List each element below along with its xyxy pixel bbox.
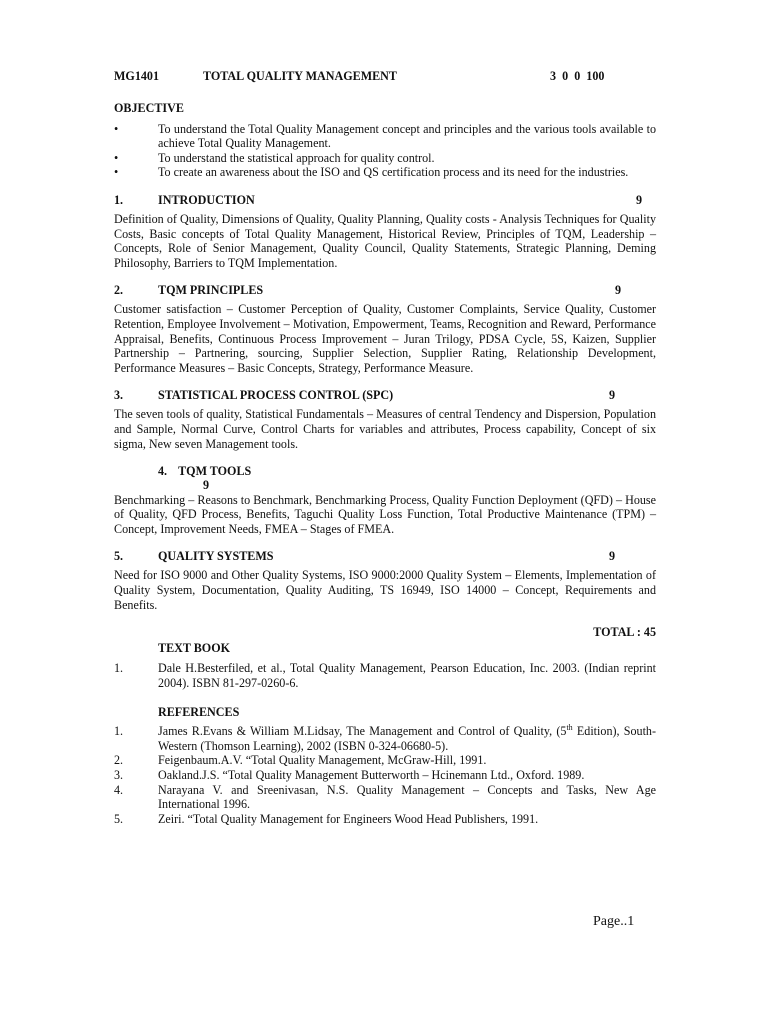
unit-heading-1	[114, 193, 656, 209]
unit-hours: 9	[203, 477, 210, 492]
unit-title: INTRODUCTION	[158, 192, 255, 207]
item-text: Zeiri. “Total Quality Management for Engineers Wood Head Publishers, 1991.	[158, 811, 539, 826]
unit-body-3: The seven tools of quality, Statistical Fundamentals – Measures of central Tendency and Dispersion, Population and Sample, Normal Curve, Control Charts for variables and attributes, Process capability, Concept of six sigma, New seven Management tools.	[114, 407, 656, 451]
unit-hours: 9	[636, 192, 643, 207]
references-heading: REFERENCES	[158, 704, 240, 719]
bullet-icon: •	[114, 165, 119, 180]
item-number: 2.	[114, 753, 124, 768]
unit-hours: 9	[609, 388, 616, 403]
bullet-icon: •	[114, 121, 119, 136]
objective-item	[114, 165, 656, 180]
item-text: James R.Evans & William M.Lidsay, The Management and Control of Quality, (5	[158, 724, 567, 739]
total-hours: TOTAL : 45	[593, 625, 656, 640]
unit-body-1: Definition of Quality, Dimensions of Quality, Quality Planning, Quality costs - Analysis Techniques for Quality Costs, Basic concepts of Total Quality Management, Historical Review, Principles of TQM, Leadership – Concepts, Role of Senior Management, Quality Council, Quality Statements, Strategic Planning, Deming Philosophy, Barriers to TQM Implementation.	[114, 211, 656, 270]
unit-heading-2	[114, 283, 656, 299]
course-code: MG1401	[114, 69, 160, 83]
unit-number: 1.	[114, 192, 124, 207]
unit-hours: 9	[615, 283, 622, 298]
unit-title: STATISTICAL PROCESS CONTROL (SPC)	[158, 388, 394, 403]
objective-heading: OBJECTIVE	[114, 101, 184, 115]
references-list	[114, 724, 656, 826]
item-number: 5.	[114, 811, 124, 826]
course-credits: 3 0 0 100	[550, 69, 605, 83]
reference-item	[114, 812, 656, 827]
unit-heading-5	[114, 549, 656, 565]
unit-heading-3	[114, 388, 656, 404]
unit-title: TQM PRINCIPLES	[158, 283, 264, 298]
course-header	[114, 69, 656, 85]
objective-item	[114, 151, 656, 166]
unit-hours: 9	[609, 549, 616, 564]
item-number: 1.	[114, 661, 124, 676]
objective-text: To understand the Total Quality Management concept and principles and the various tools available to achieve Total Quality Management.	[158, 121, 656, 151]
unit-number: 5.	[114, 549, 124, 564]
reference-item	[114, 768, 656, 783]
item-text: Edition), South-Western (Thomson Learning), 2002 (ISBN 0-324-06680-5).	[158, 724, 656, 753]
unit-heading-4	[114, 464, 656, 479]
item-number: 3.	[114, 768, 124, 782]
objective-text: To create an awareness about the ISO and QS certification process and its need for the industries.	[158, 165, 629, 180]
unit-body-4: Benchmarking – Reasons to Benchmark, Benchmarking Process, Quality Function Deployment (QFD) – House of Quality, QFD Process, Benefits, Taguchi Quality Loss Function, Total Productive Maintenance (TPM) – Concept, Improvement Needs, FMEA – Stages of FMEA.	[114, 492, 656, 536]
item-text: Narayana V. and Sreenivasan, N.S. Quality Management – Concepts and Tasks, New Age International 1996.	[158, 782, 656, 812]
course-title: TOTAL QUALITY MANAGEMENT	[203, 69, 397, 83]
unit-body-5: Need for ISO 9000 and Other Quality Systems, ISO 9000:2000 Quality System – Elements, Implementation of Quality System, Documentation, Quality Auditing, TS 16949, ISO 14000 – Concept, Requirements and Benefits.	[114, 568, 656, 612]
text-book-heading: TEXT BOOK	[158, 640, 231, 655]
item-text: Dale H.Besterfiled, et al., Total Quality Management, Pearson Education, Inc. 2003. (Indian reprint 2004). ISBN 81-297-0260-6.	[158, 661, 656, 691]
objective-item	[114, 122, 656, 151]
reference-item	[114, 783, 656, 812]
item-superscript: th	[566, 723, 573, 733]
objective-list	[114, 122, 656, 180]
objective-text: To understand the statistical approach for quality control.	[158, 150, 435, 165]
item-number: 1.	[114, 724, 124, 739]
unit-number: 4.	[158, 464, 168, 479]
unit-title: TQM TOOLS	[178, 464, 252, 479]
reference-item	[114, 724, 656, 753]
page-number: Page..1	[593, 914, 635, 929]
unit-body-2: Customer satisfaction – Customer Perception of Quality, Customer Complaints, Service Quality, Customer Retention, Employee Involvement – Motivation, Empowerment, Teams, Recognition and Reward, Performance Appraisal, Benefits, Continuous Process Improvement – Juran Trilogy, PDSA Cycle, 5S, Kaizen, Supplier Partnership – Partnering, sourcing, Supplier Selection, Supplier Rating, Relationship Development, Performance Measures – Basic Concepts, Strategy, Performance Measure.	[114, 302, 656, 375]
text-book-item	[114, 661, 656, 690]
unit-title: QUALITY SYSTEMS	[158, 549, 274, 564]
item-text: Oakland.J.S. “Total Quality Management Butterworth – Hcinemann Ltd., Oxford. 1989.	[158, 768, 585, 782]
syllabus-page	[114, 69, 656, 826]
bullet-icon: •	[114, 150, 119, 165]
item-number: 4.	[114, 782, 124, 797]
item-text: Feigenbaum.A.V. “Total Quality Management, McGraw-Hill, 1991.	[158, 753, 487, 768]
unit-number: 3.	[114, 388, 124, 403]
reference-item	[114, 753, 656, 768]
unit-number: 2.	[114, 283, 124, 298]
